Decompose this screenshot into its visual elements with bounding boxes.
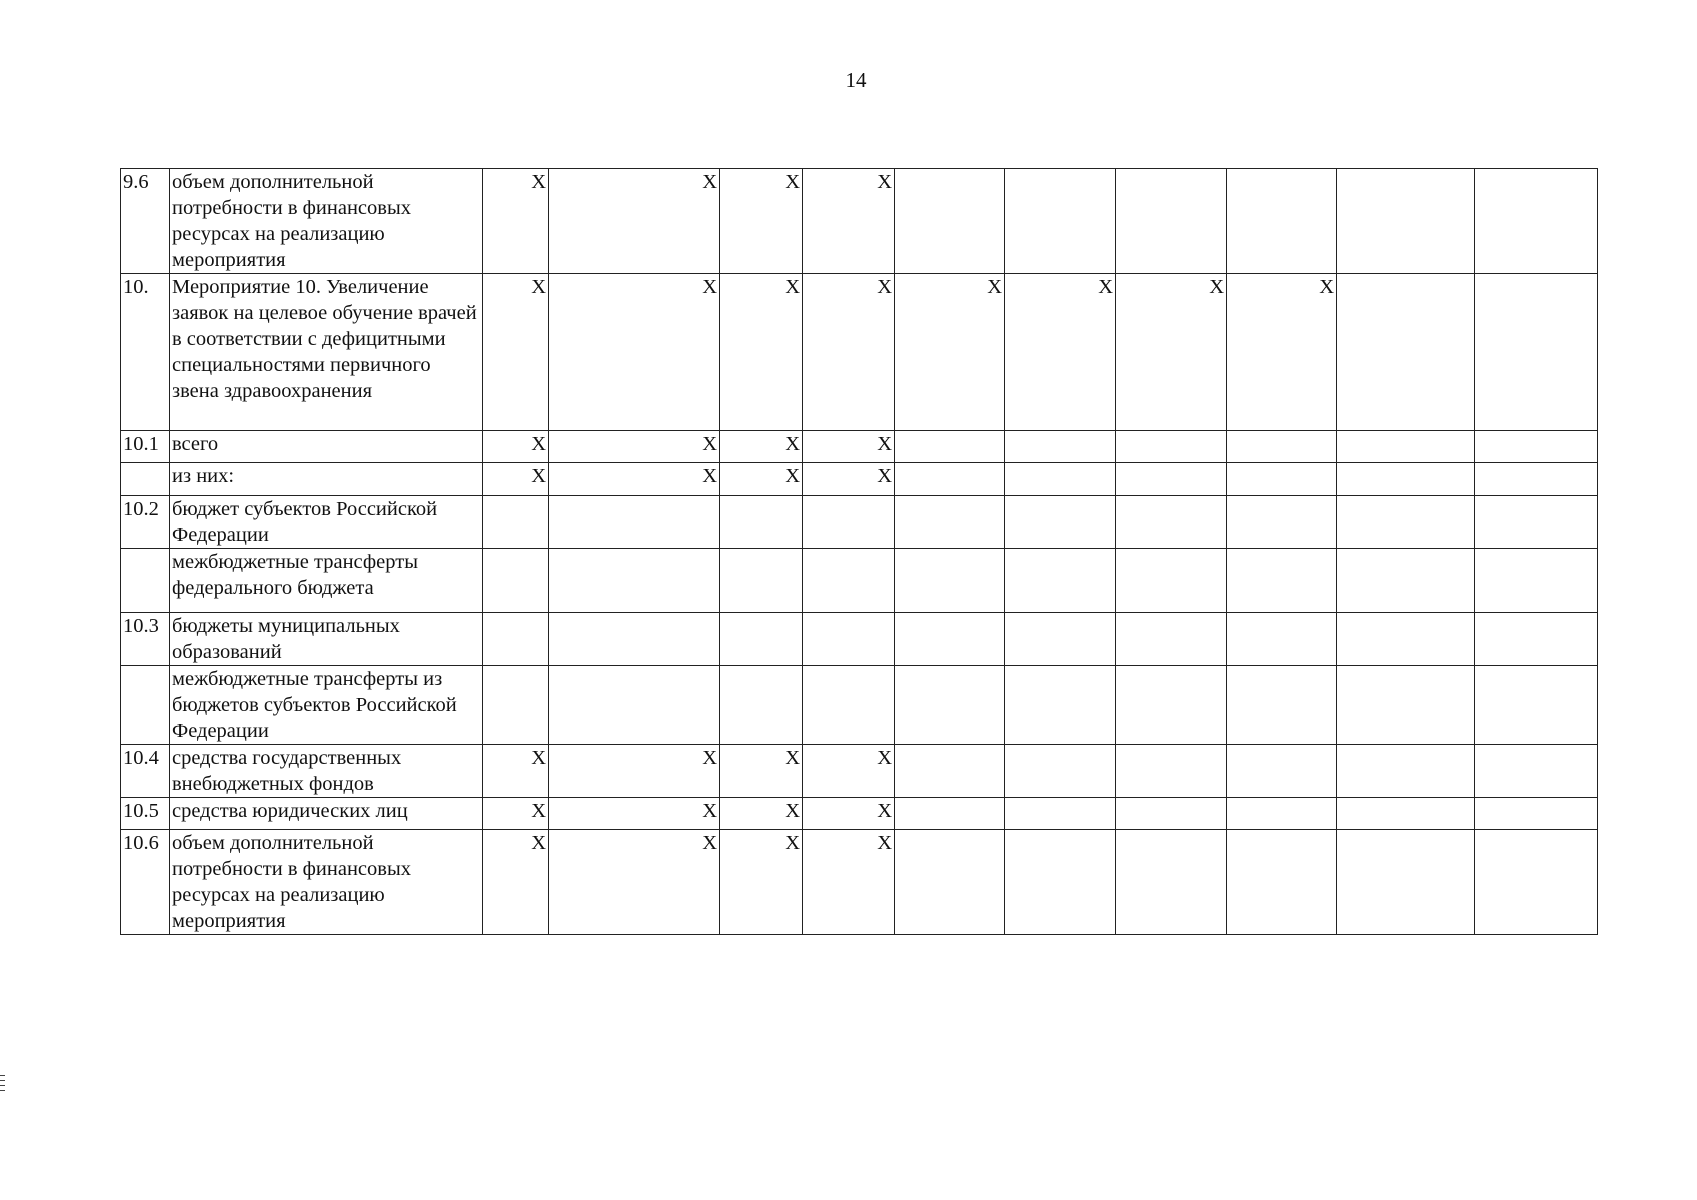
margin-ticks — [0, 1075, 6, 1095]
value-cell — [803, 274, 895, 431]
value-cell — [1005, 496, 1116, 549]
value-cell — [1227, 613, 1337, 666]
value-cell — [1116, 613, 1227, 666]
table-row — [121, 745, 1598, 798]
value-cell — [1227, 830, 1337, 935]
value-cell — [1227, 431, 1337, 463]
page-number: 14 — [845, 68, 867, 92]
row-number — [121, 549, 170, 613]
value-cell — [1337, 798, 1475, 830]
value-cell — [1475, 549, 1598, 613]
value-cell — [1116, 549, 1227, 613]
row-description: межбюджетные трансферты федерального бюджета — [170, 549, 483, 613]
value-cell — [720, 431, 803, 463]
value-cell — [720, 830, 803, 935]
value-cell — [483, 666, 549, 745]
value-cell — [895, 463, 1005, 496]
not-applicable-mark: X — [702, 747, 717, 769]
value-cell — [1116, 745, 1227, 798]
value-cell — [483, 431, 549, 463]
table-row — [121, 169, 1598, 274]
table-row — [121, 496, 1598, 549]
value-cell — [895, 431, 1005, 463]
value-cell — [549, 496, 720, 549]
value-cell — [549, 613, 720, 666]
value-cell — [895, 274, 1005, 431]
not-applicable-mark: X — [785, 747, 800, 769]
not-applicable-mark: X — [877, 832, 892, 854]
value-cell — [803, 745, 895, 798]
value-cell — [895, 666, 1005, 745]
value-cell — [803, 431, 895, 463]
table-row — [121, 274, 1598, 431]
value-cell — [1337, 549, 1475, 613]
not-applicable-mark: X — [702, 276, 717, 298]
value-cell — [1337, 463, 1475, 496]
not-applicable-mark: X — [785, 465, 800, 487]
value-cell — [1227, 463, 1337, 496]
row-description: объем дополнительной потребности в финансовых ресурсах на реализацию мероприятия — [170, 830, 483, 935]
value-cell — [1005, 613, 1116, 666]
value-cell — [895, 549, 1005, 613]
value-cell — [1116, 431, 1227, 463]
row-description: бюджеты муниципальных образований — [170, 613, 483, 666]
value-cell — [1005, 798, 1116, 830]
row-description: объем дополнительной потребности в финансовых ресурсах на реализацию мероприятия — [170, 169, 483, 274]
value-cell — [483, 830, 549, 935]
value-cell — [483, 274, 549, 431]
not-applicable-mark: X — [531, 465, 546, 487]
value-cell — [1475, 830, 1598, 935]
value-cell — [1337, 274, 1475, 431]
not-applicable-mark: X — [785, 171, 800, 193]
value-cell — [720, 549, 803, 613]
value-cell — [1116, 463, 1227, 496]
value-cell — [1227, 666, 1337, 745]
row-number: 9.6 — [121, 169, 170, 274]
value-cell — [803, 549, 895, 613]
value-cell — [1005, 169, 1116, 274]
value-cell — [549, 463, 720, 496]
not-applicable-mark: X — [877, 433, 892, 455]
table-row — [121, 830, 1598, 935]
not-applicable-mark: X — [877, 171, 892, 193]
value-cell — [1116, 496, 1227, 549]
value-cell — [549, 798, 720, 830]
value-cell — [1475, 798, 1598, 830]
value-cell — [1475, 169, 1598, 274]
table-row — [121, 613, 1598, 666]
row-number: 10. — [121, 274, 170, 431]
not-applicable-mark: X — [702, 433, 717, 455]
value-cell — [720, 463, 803, 496]
value-cell — [1337, 613, 1475, 666]
row-description: всего — [170, 431, 483, 463]
value-cell — [803, 613, 895, 666]
value-cell — [483, 549, 549, 613]
table-row — [121, 431, 1598, 463]
value-cell — [803, 169, 895, 274]
value-cell — [1005, 666, 1116, 745]
value-cell — [549, 666, 720, 745]
value-cell — [1337, 830, 1475, 935]
row-number: 10.1 — [121, 431, 170, 463]
value-cell — [483, 496, 549, 549]
table-body — [121, 169, 1598, 935]
value-cell — [1227, 274, 1337, 431]
not-applicable-mark: X — [1209, 276, 1224, 298]
value-cell — [1337, 496, 1475, 549]
row-description: межбюджетные трансферты из бюджетов субъектов Российской Федерации — [170, 666, 483, 745]
not-applicable-mark: X — [877, 800, 892, 822]
value-cell — [803, 830, 895, 935]
value-cell — [1227, 745, 1337, 798]
not-applicable-mark: X — [877, 276, 892, 298]
row-description: средства юридических лиц — [170, 798, 483, 830]
not-applicable-mark: X — [1319, 276, 1334, 298]
value-cell — [1116, 666, 1227, 745]
value-cell — [895, 798, 1005, 830]
value-cell — [895, 496, 1005, 549]
table-row — [121, 666, 1598, 745]
not-applicable-mark: X — [785, 832, 800, 854]
row-number: 10.5 — [121, 798, 170, 830]
not-applicable-mark: X — [531, 800, 546, 822]
value-cell — [1475, 496, 1598, 549]
value-cell — [1116, 169, 1227, 274]
not-applicable-mark: X — [531, 747, 546, 769]
row-number: 10.6 — [121, 830, 170, 935]
value-cell — [483, 798, 549, 830]
table-row — [121, 463, 1598, 496]
value-cell — [720, 496, 803, 549]
value-cell — [1227, 798, 1337, 830]
value-cell — [1227, 549, 1337, 613]
not-applicable-mark: X — [877, 747, 892, 769]
value-cell — [895, 613, 1005, 666]
not-applicable-mark: X — [785, 800, 800, 822]
value-cell — [1005, 549, 1116, 613]
not-applicable-mark: X — [702, 800, 717, 822]
row-number: 10.4 — [121, 745, 170, 798]
value-cell — [549, 549, 720, 613]
value-cell — [483, 169, 549, 274]
not-applicable-mark: X — [987, 276, 1002, 298]
value-cell — [720, 666, 803, 745]
value-cell — [1227, 169, 1337, 274]
value-cell — [720, 613, 803, 666]
row-number: 10.3 — [121, 613, 170, 666]
not-applicable-mark: X — [877, 465, 892, 487]
value-cell — [1227, 496, 1337, 549]
value-cell — [483, 745, 549, 798]
value-cell — [1475, 274, 1598, 431]
value-cell — [1005, 745, 1116, 798]
value-cell — [549, 169, 720, 274]
value-cell — [1005, 830, 1116, 935]
value-cell — [720, 274, 803, 431]
row-description: средства государственных внебюджетных фондов — [170, 745, 483, 798]
row-number — [121, 463, 170, 496]
value-cell — [1475, 745, 1598, 798]
row-number — [121, 666, 170, 745]
not-applicable-mark: X — [702, 465, 717, 487]
value-cell — [1337, 745, 1475, 798]
table-row — [121, 798, 1598, 830]
table-row — [121, 549, 1598, 613]
value-cell — [803, 798, 895, 830]
value-cell — [720, 169, 803, 274]
value-cell — [549, 745, 720, 798]
not-applicable-mark: X — [785, 276, 800, 298]
value-cell — [1475, 613, 1598, 666]
value-cell — [1475, 463, 1598, 496]
value-cell — [1337, 666, 1475, 745]
row-description: Мероприятие 10. Увеличение заявок на целевое обучение врачей в соответствии с дефицитными специальностями первичного звена здравоохранения — [170, 274, 483, 431]
not-applicable-mark: X — [531, 433, 546, 455]
not-applicable-mark: X — [531, 171, 546, 193]
value-cell — [1475, 431, 1598, 463]
value-cell — [720, 745, 803, 798]
value-cell — [1337, 431, 1475, 463]
value-cell — [483, 613, 549, 666]
value-cell — [1337, 169, 1475, 274]
not-applicable-mark: X — [702, 171, 717, 193]
value-cell — [549, 830, 720, 935]
row-description: бюджет субъектов Российской Федерации — [170, 496, 483, 549]
value-cell — [1116, 830, 1227, 935]
value-cell — [895, 169, 1005, 274]
row-description: из них: — [170, 463, 483, 496]
value-cell — [549, 274, 720, 431]
value-cell — [803, 666, 895, 745]
value-cell — [1005, 463, 1116, 496]
not-applicable-mark: X — [785, 433, 800, 455]
value-cell — [720, 798, 803, 830]
row-number: 10.2 — [121, 496, 170, 549]
not-applicable-mark: X — [1098, 276, 1113, 298]
not-applicable-mark: X — [702, 832, 717, 854]
value-cell — [1116, 274, 1227, 431]
value-cell — [1005, 274, 1116, 431]
financing-table — [120, 168, 1598, 935]
not-applicable-mark: X — [531, 832, 546, 854]
value-cell — [803, 463, 895, 496]
not-applicable-mark: X — [531, 276, 546, 298]
value-cell — [1005, 431, 1116, 463]
value-cell — [895, 830, 1005, 935]
value-cell — [803, 496, 895, 549]
value-cell — [483, 463, 549, 496]
value-cell — [895, 745, 1005, 798]
value-cell — [1475, 666, 1598, 745]
value-cell — [1116, 798, 1227, 830]
value-cell — [549, 431, 720, 463]
